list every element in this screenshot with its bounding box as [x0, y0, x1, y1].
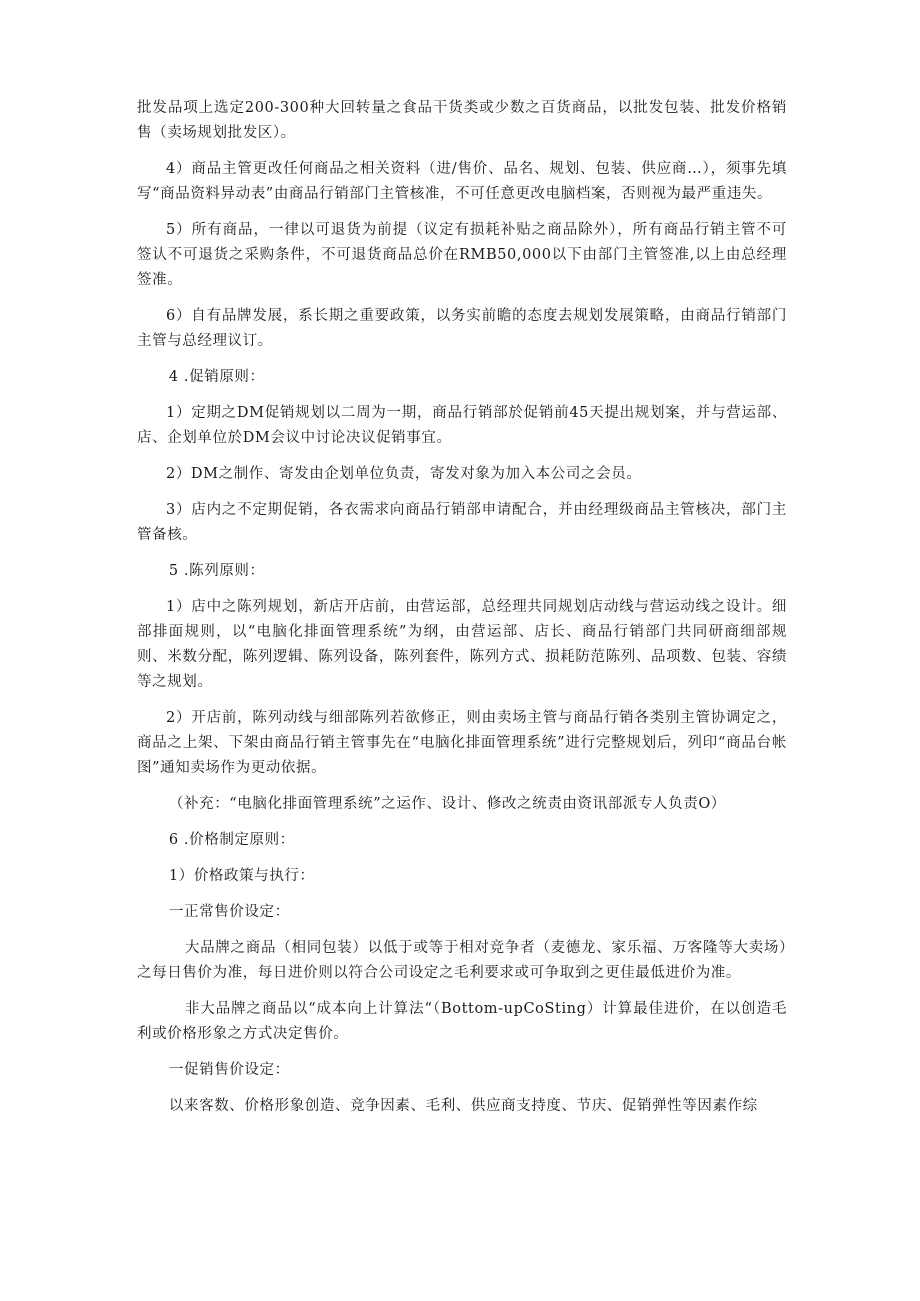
paragraph-item-4-data-change: 4）商品主管更改任何商品之相关资料（进/售价、品名、规划、包装、供应商…），须事先填写“商品资料异动表”由商品行销部门主管核准，不可任意更改电脑档案，否则视为最严重违失。 — [137, 161, 787, 202]
paragraph-display-1: 1）店中之陈列规划，新店开店前，由营运部，总经理共同规划店动线与营运动线之设计。细部排面规则，以“电脑化排面管理系统”为纲，由营运部、店长、商品行销部门共同研商细部规则、米数分配，陈列逻辑、陈列设备，陈列套件，陈列方式、损耗防范陈列、品项数、包装、容绩等之规划。 — [137, 599, 787, 690]
document-page — [137, 96, 787, 1130]
paragraph-item-5-returns: 5）所有商品，一律以可退货为前提（议定有损耗补贴之商品除外），所有商品行销主管不可签认不可退货之采购条件，不可退货商品总价在RMB50,000以下由部门主管签准,以上由总经理签准。 — [137, 222, 787, 288]
subheading-promo-price: 一促销售价设定： — [168, 1062, 290, 1078]
paragraph-promo-3: 3）店内之不定期促销，各衣需求向商品行销部申请配合，并由经理级商品主管核决，部门主管备核。 — [137, 502, 787, 543]
subheading-price-policy: 1）价格政策与执行： — [168, 868, 315, 884]
paragraph-supplement-note: （补充：“电脑化排面管理系统”之运作、设计、修改之统责由资讯部派专人负责O） — [168, 796, 726, 812]
section-heading-promotion: 4 .促销原则： — [168, 369, 265, 385]
paragraph-wholesale-items: 批发品项上选定200-300种大回转量之食品干货类或少数之百货商品，以批发包装、批发价格销售（卖场规划批发区）。 — [137, 100, 787, 141]
subheading-regular-price: 一正常售价设定： — [168, 904, 290, 920]
paragraph-promo-2: 2）DM之制作、寄发由企划单位负责，寄发对象为加入本公司之会员。 — [166, 466, 642, 482]
paragraph-item-6-private-brand: 6）自有品牌发展，系长期之重要政策，以务实前瞻的态度去规划发展策略，由商品行销部门主管与总经理议订。 — [137, 308, 787, 349]
paragraph-promo-price-factors: 以来客数、价格形象创造、竞争因素、毛利、供应商支持度、节庆、促销弹性等因素作综 — [168, 1098, 758, 1114]
paragraph-major-brand-price: 大品牌之商品（相同包装）以低于或等于相对竞争者（麦德龙、家乐福、万客隆等大卖场）之每日售价为准，每日进价则以符合公司设定之毛利要求或可争取到之更佳最低进价为准。 — [137, 940, 787, 981]
section-heading-display: 5 .陈列原则： — [168, 563, 265, 579]
section-heading-pricing: 6 .价格制定原则： — [168, 832, 295, 848]
paragraph-non-major-brand-price: 非大品牌之商品以“成本向上计算法“（Bottom-upCoSting）计算最佳进价，在以创造毛利或价格形象之方式决定售价。 — [137, 1001, 787, 1042]
paragraph-promo-1: 1）定期之DM促销规划以二周为一期，商品行销部於促销前45天提出规划案，并与营运部、店、企划单位於DM会议中讨论决议促销事宜。 — [137, 405, 787, 446]
paragraph-display-2: 2）开店前，陈列动线与细部陈列若欲修正，则由卖场主管与商品行销各类别主管协调定之，商品之上架、下架由商品行销主管事先在“电脑化排面管理系统”进行完整规划后，列印“商品台帐图”通知卖场作为更动依据。 — [137, 710, 787, 776]
